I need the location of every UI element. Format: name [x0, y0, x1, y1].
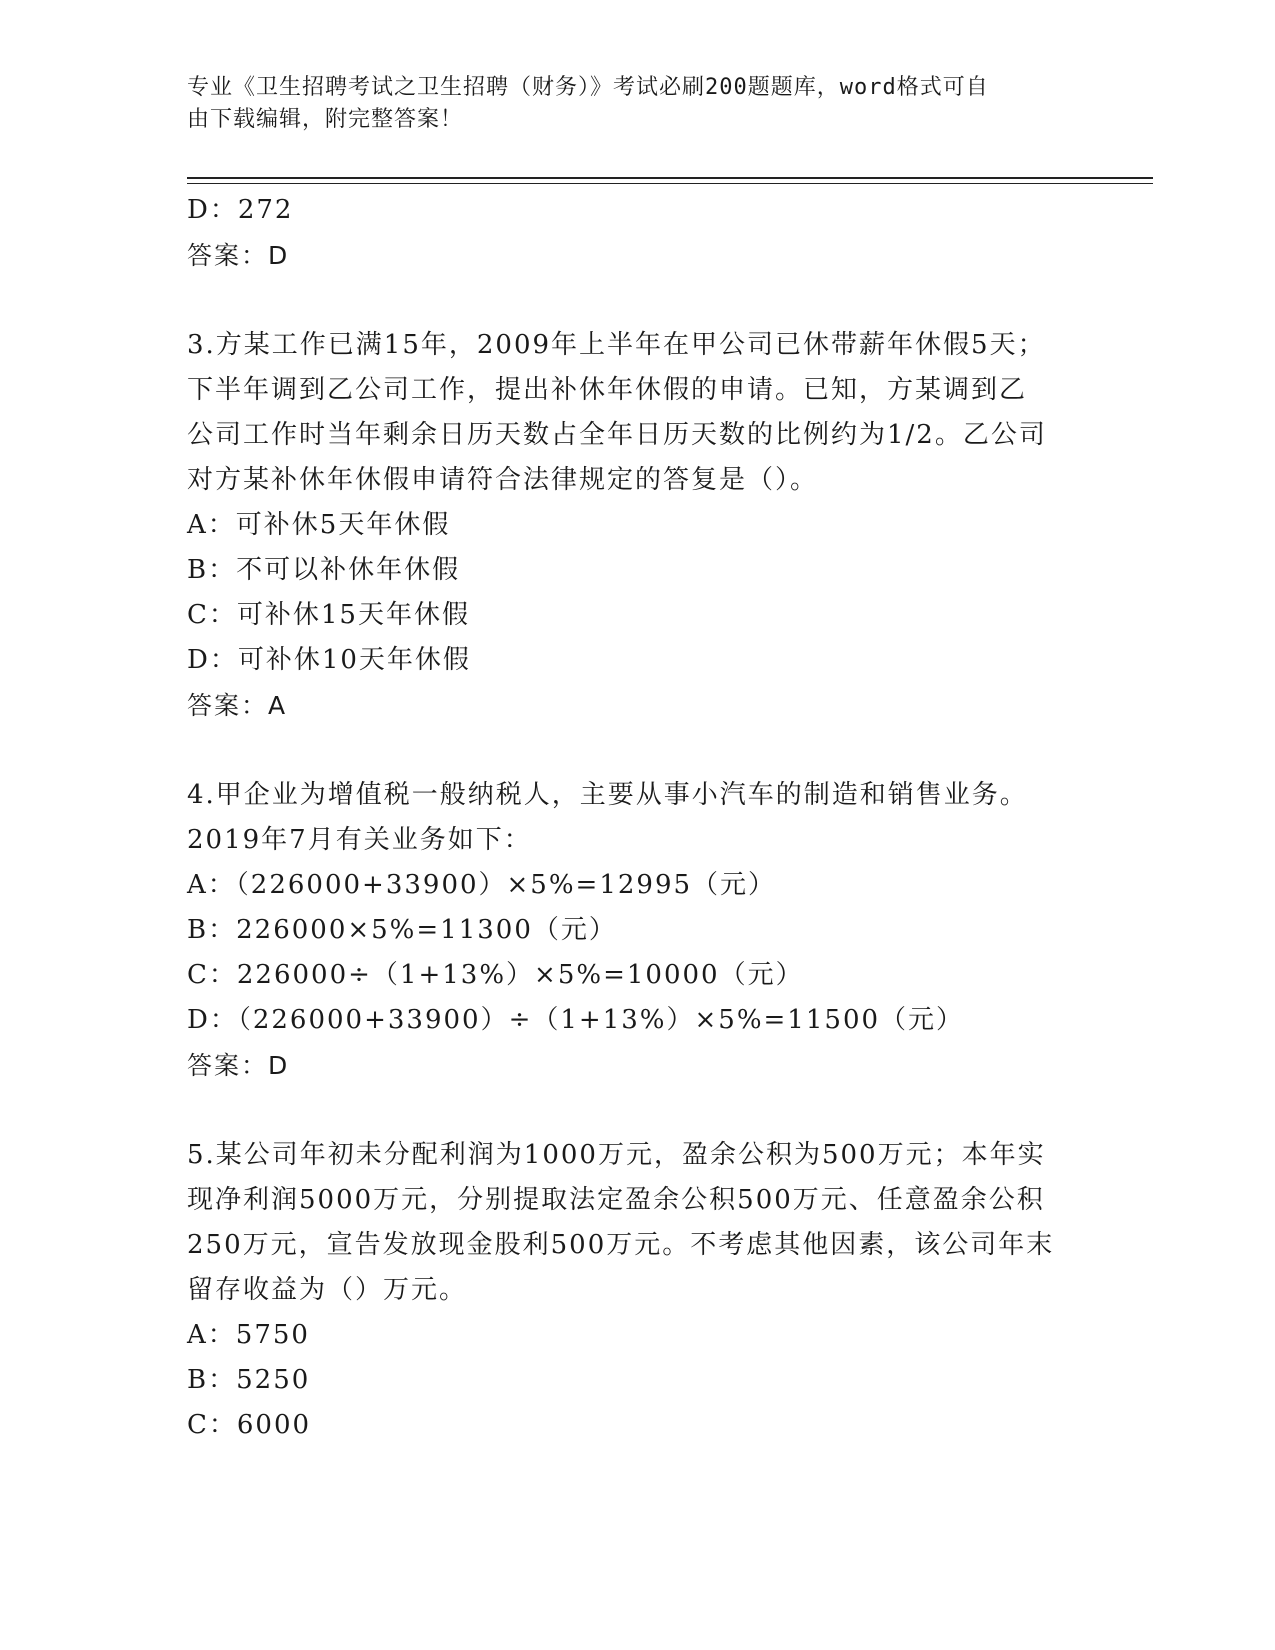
option-d: D：可补休10天年休假 [187, 645, 471, 675]
question-text-line: 留存收益为（）万元。 [187, 1275, 468, 1305]
answer-line: 答案：D [187, 241, 290, 270]
header-title-line-1: 专业《卫生招聘考试之卫生招聘（财务）》考试必刷200题题库，word格式可自 [187, 75, 989, 100]
question-5 [187, 1133, 1087, 1448]
header-divider-thick [187, 177, 1153, 179]
option-b: B：不可以补休年休假 [187, 555, 461, 585]
option-c: C：226000÷（1+13%）×5%=10000（元） [187, 960, 804, 990]
option-c: C：6000 [187, 1410, 312, 1440]
header-divider-thin [187, 183, 1153, 184]
option-a: A：5750 [187, 1320, 310, 1350]
answer-line: 答案：D [187, 1051, 290, 1080]
document-body [187, 188, 1087, 1448]
question-2-tail [187, 188, 1087, 278]
option-a: A：可补休5天年休假 [187, 510, 451, 540]
spacer [187, 278, 1087, 323]
question-text-line: 250万元，宣告发放现金股利500万元。不考虑其他因素，该公司年末 [187, 1230, 1055, 1260]
option-b: B：226000×5%=11300（元） [187, 915, 617, 945]
question-text-line: 2019年7月有关业务如下： [187, 825, 532, 855]
header-title-line-2: 由下载编辑，附完整答案！ [187, 107, 464, 132]
question-4 [187, 773, 1087, 1088]
answer-line: 答案：A [187, 691, 288, 720]
option-b: B：5250 [187, 1365, 311, 1395]
option-a: A：（226000+33900）×5%=12995（元） [187, 870, 777, 900]
question-text-line: 现净利润5000万元，分别提取法定盈余公积500万元、任意盈余公积 [187, 1185, 1045, 1215]
spacer [187, 728, 1087, 773]
question-text-line: 下半年调到乙公司工作，提出补休年休假的申请。已知，方某调到乙 [187, 375, 1028, 405]
option-d: D：272 [187, 195, 294, 225]
question-text-line: 对方某补休年休假申请符合法律规定的答复是（）。 [187, 465, 819, 495]
question-text-line: 4.甲企业为增值税一般纳税人，主要从事小汽车的制造和销售业务。 [187, 780, 1028, 810]
question-text-line: 公司工作时当年剩余日历天数占全年日历天数的比例约为1/2。乙公司 [187, 420, 1047, 450]
question-3 [187, 323, 1087, 728]
option-d: D：（226000+33900）÷（1+13%）×5%=11500（元） [187, 1005, 965, 1035]
document-header [187, 72, 1067, 136]
spacer [187, 1088, 1087, 1133]
option-c: C：可补休15天年休假 [187, 600, 470, 630]
question-text-line: 3.方某工作已满15年，2009年上半年在甲公司已休带薪年休假5天； [187, 330, 1046, 360]
question-text-line: 5.某公司年初未分配利润为1000万元，盈余公积为500万元；本年实 [187, 1140, 1046, 1170]
